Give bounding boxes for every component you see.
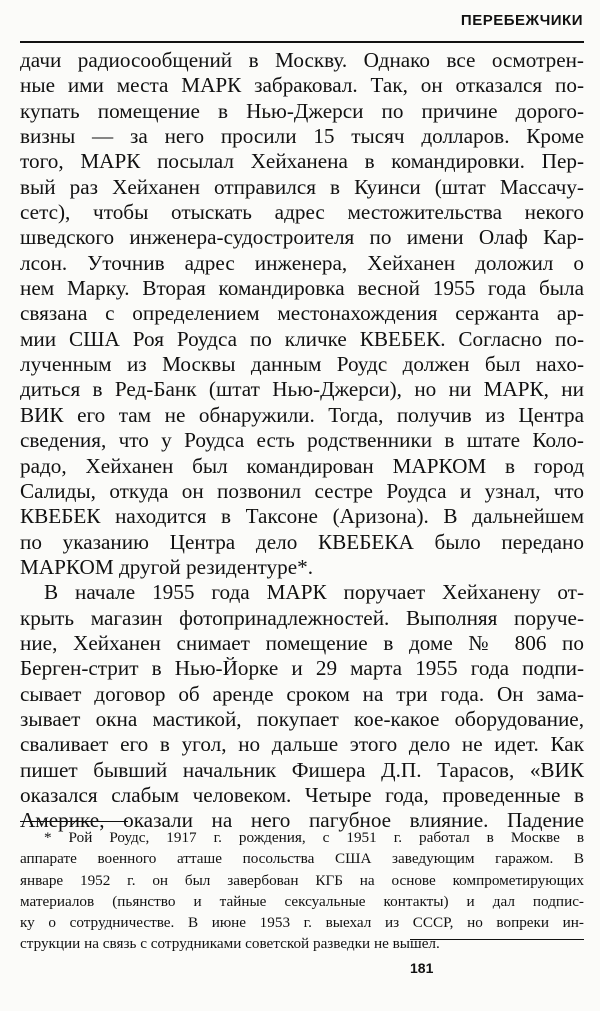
text-line: Берген-стрит в Нью-Йорке и 29 марта 1955 года подпи- [20, 656, 584, 681]
text-line: того, МАРК посылал Хейханена в командировки. Пер- [20, 149, 584, 174]
footnote-line: аппарате военного атташе посольства США заведующим гаражом. В [20, 850, 584, 868]
text-line: визны — за него просили 15 тысяч долларов. Кроме [20, 124, 584, 149]
text-line: сваливает его в угол, но дальше этого дело не идет. Как [20, 732, 584, 757]
text-line: Салиды, откуда он позвонил сестре Роудса и узнал, что [20, 478, 584, 503]
text-line: ВИК его там не обнаружили. Тогда, получив из Центра [20, 402, 584, 427]
text-line: дачи радиосообщений в Москву. Однако все осмотрен- [20, 48, 584, 72]
text-line: купать помещение в Нью-Джерси по причине дорого- [20, 98, 584, 123]
text-line: ные ими места МАРК забраковал. Так, он отказался по- [20, 73, 584, 98]
text-line: шведского инженера-судостроителя по имени Олаф Кар- [20, 225, 584, 250]
paragraph-first-line: В начале 1955 года МАРК поручает Хейханену от- [44, 580, 584, 605]
text-line: оказался слабым человеком. Четыре года, проведенные в [20, 782, 584, 807]
text-line: ние, Хейханен снимает помещение в доме № 806 по [20, 630, 584, 655]
footnote [20, 827, 584, 955]
text-line: связана с определением местонахождения сержанта ар- [20, 301, 584, 326]
footnote-line: ку о сотрудничестве. В июне 1953 г. выехал из СССР, но вопреки ин- [20, 914, 584, 932]
footnote-line: материалов (пьянство и тайные сексуальные контакты) и дал подпис- [20, 892, 584, 910]
text-line: крыть магазин фотопринадлежностей. Выполняя поруче- [20, 605, 584, 630]
main-text [20, 48, 584, 834]
text-line: зывает окна мастикой, покупает кое-какое оборудование, [20, 706, 584, 731]
footnote-line: * Рой Роудс, 1917 г. рождения, с 1951 г. работал в Москве в [44, 829, 584, 846]
text-line: радо, Хейханен был командирован МАРКОМ в город [20, 453, 584, 478]
text-line: вый раз Хейханен отправился в Куинси (штат Массачу- [20, 174, 584, 199]
text-line: сетс), чтобы отыскать адрес местожительства некого [20, 200, 584, 225]
text-line: мии США Роя Роудса по кличке КВЕБЕК. Согласно по- [20, 326, 584, 351]
text-line: Америке, оказали на него пагубное влияние. Падение [20, 808, 584, 833]
header-rule [20, 41, 584, 43]
text-line: по указанию Центра дело КВЕБЕКА было передано [20, 529, 584, 554]
running-header: ПЕРЕБЕЖЧИКИ [460, 12, 583, 29]
text-line: лсон. Уточнив адрес инженера, Хейханен доложил о [20, 250, 584, 275]
text-line: лученным из Москвы данным Роудс должен был нахо- [20, 352, 584, 377]
text-line: пишет бывший начальник Фишера Д.П. Тарасов, «ВИК [20, 757, 584, 782]
footnote-rule [20, 821, 128, 822]
text-line: нем Марку. Вторая командировка весной 1955 года была [20, 276, 584, 301]
text-line: сывает договор об аренде сроком на три года. Он зама- [20, 681, 584, 706]
page-number-rule [410, 939, 584, 940]
page-number: 181 [410, 960, 434, 976]
text-line: МАРКОМ другой резидентуре*. [20, 554, 313, 579]
footnote-line: струкции на связь с сотрудниками советской разведки не вышел. [20, 935, 440, 953]
text-line: диться в Ред-Банк (штат Нью-Джерси), но ни МАРК, ни [20, 377, 584, 402]
text-line: сведения, что у Роудса есть родственники в штате Коло- [20, 428, 584, 453]
footnote-line: январе 1952 г. он был завербован КГБ на основе компрометирующих [20, 871, 584, 889]
text-line: КВЕБЕК находится в Таксоне (Аризона). В дальнейшем [20, 504, 584, 529]
